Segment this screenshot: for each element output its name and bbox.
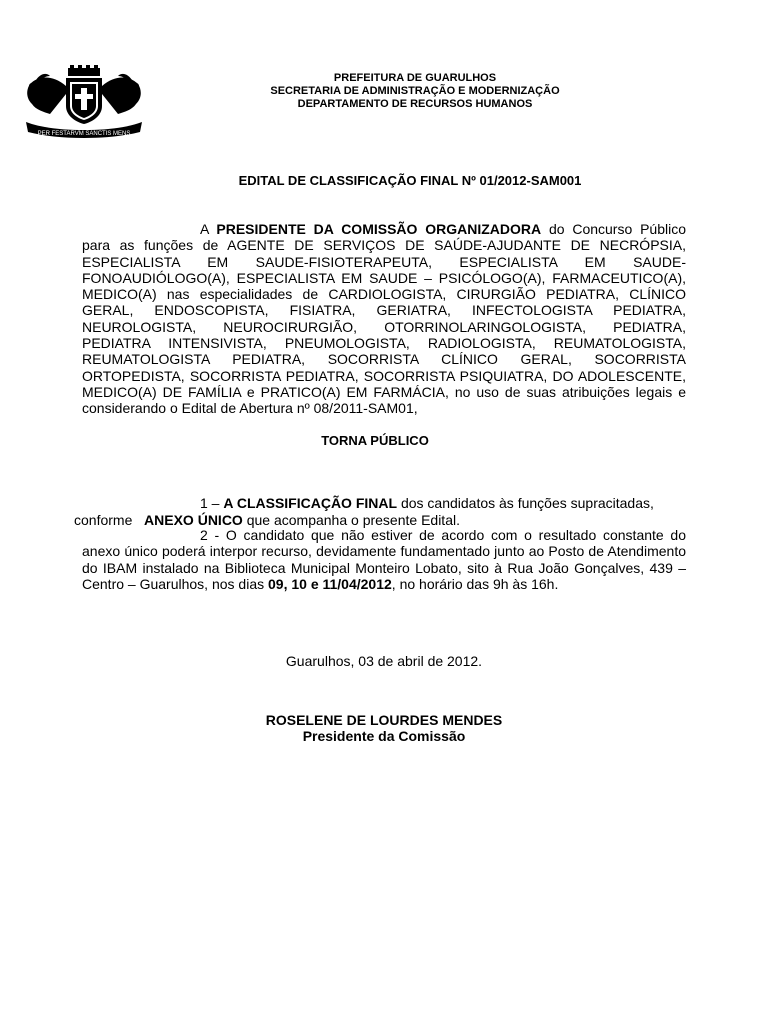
intro-bold-presidente: PRESIDENTE DA COMISSÃO ORGANIZADORA [216, 221, 542, 237]
header-line-departamento: DEPARTAMENTO DE RECURSOS HUMANOS [297, 98, 533, 110]
torna-publico-heading: TORNA PÚBLICO [321, 433, 429, 448]
document-title: EDITAL DE CLASSIFICAÇÃO FINAL Nº 01/2012-SAM001 [238, 173, 582, 188]
item1-bold-anexo: ANEXO ÚNICO [144, 511, 243, 528]
document-date: Guarulhos, 03 de abril de 2012. [285, 653, 483, 669]
item2-tail: , no horário das 9h às 16h. [391, 575, 559, 592]
signatory-role: Presidente da Comissão [302, 728, 466, 744]
item1-prefix: 1 – [200, 495, 224, 511]
item-1-classificacao [74, 495, 686, 528]
signature-block [0, 712, 768, 744]
item1-text: dos candidatos às funções supracitadas, [397, 495, 654, 511]
item1-text2: que acompanha o presente Edital. [242, 511, 460, 528]
signatory-name: ROSELENE DE LOURDES MENDES [265, 712, 503, 728]
header-line-secretaria: SECRETARIA DE ADMINISTRAÇÃO E MODERNIZAÇÃO [270, 85, 560, 97]
item-2-recurso [82, 527, 686, 592]
intro-paragraph [82, 221, 686, 417]
city-seal-logo [22, 64, 146, 140]
intro-text: do Concurso Público para as funções de AGENTE DE SERVIÇOS DE SAÚDE-AJUDANTE DE NECRÓPSIA, ESPECIALISTA EM SAUDE-FISIOTERAPEUTA, ESPECIALISTA EM SAUDE-FONOAUDIÓLOGO(A), ESPECIALISTA EM SAUDE – PSICÓLOGO(A), FARMACEUTICO(A), MEDICO(A) nas especialidades de CARDIOLOGISTA, CIRURGIÃO PEDIATRA, CLÍNICO GERAL, ENDOSCOPISTA, FISIATRA, GERIATRA, INFECTOLOGISTA PEDIATRA, NEUROLOGISTA, NEUROCIRURGIÃO, OTORRINOLARINGOLOGISTA, PEDIATRA, PEDIATRA INTENSIVISTA, PNEUMOLOGISTA, RADIOLOGISTA, REUMATOLOGISTA, REUMATOLOGISTA PEDIATRA, SOCORRISTA CLÍNICO GERAL, SOCORRISTA ORTOPEDISTA, SOCORRISTA PEDIATRA, SOCORRISTA PSIQUIATRA, DO ADOLESCENTE, MEDICO(A) DE FAMÍLIA e PRATICO(A) EM FARMÁCIA, no uso de suas atribuições legais e considerando o Edital de Abertura nº 08/2011-SAM01, [82, 221, 686, 417]
seal-motto: PER FESTARVM SANCTIS MENS [37, 131, 131, 137]
header-line-prefeitura: PREFEITURA DE GUARULHOS [333, 72, 497, 84]
item2-text: 2 - O candidato que não estiver de acordo com o resultado constante do anexo único poderá interpor recurso, devidamente fundamentado junto ao Posto de Atendimento do IBAM instalado na Biblioteca Municipal Monteiro Lobato, sito à Rua João Gonçalves, 439 – Centro – Guarulhos, nos dias [82, 527, 686, 592]
institution-header [200, 72, 630, 111]
item1-bold-classificacao: A CLASSIFICAÇÃO FINAL [223, 495, 398, 511]
intro-article: A [200, 221, 217, 237]
item2-bold-dates: 09, 10 e 11/04/2012 [268, 575, 392, 592]
item1-conforme: conforme [74, 511, 145, 528]
